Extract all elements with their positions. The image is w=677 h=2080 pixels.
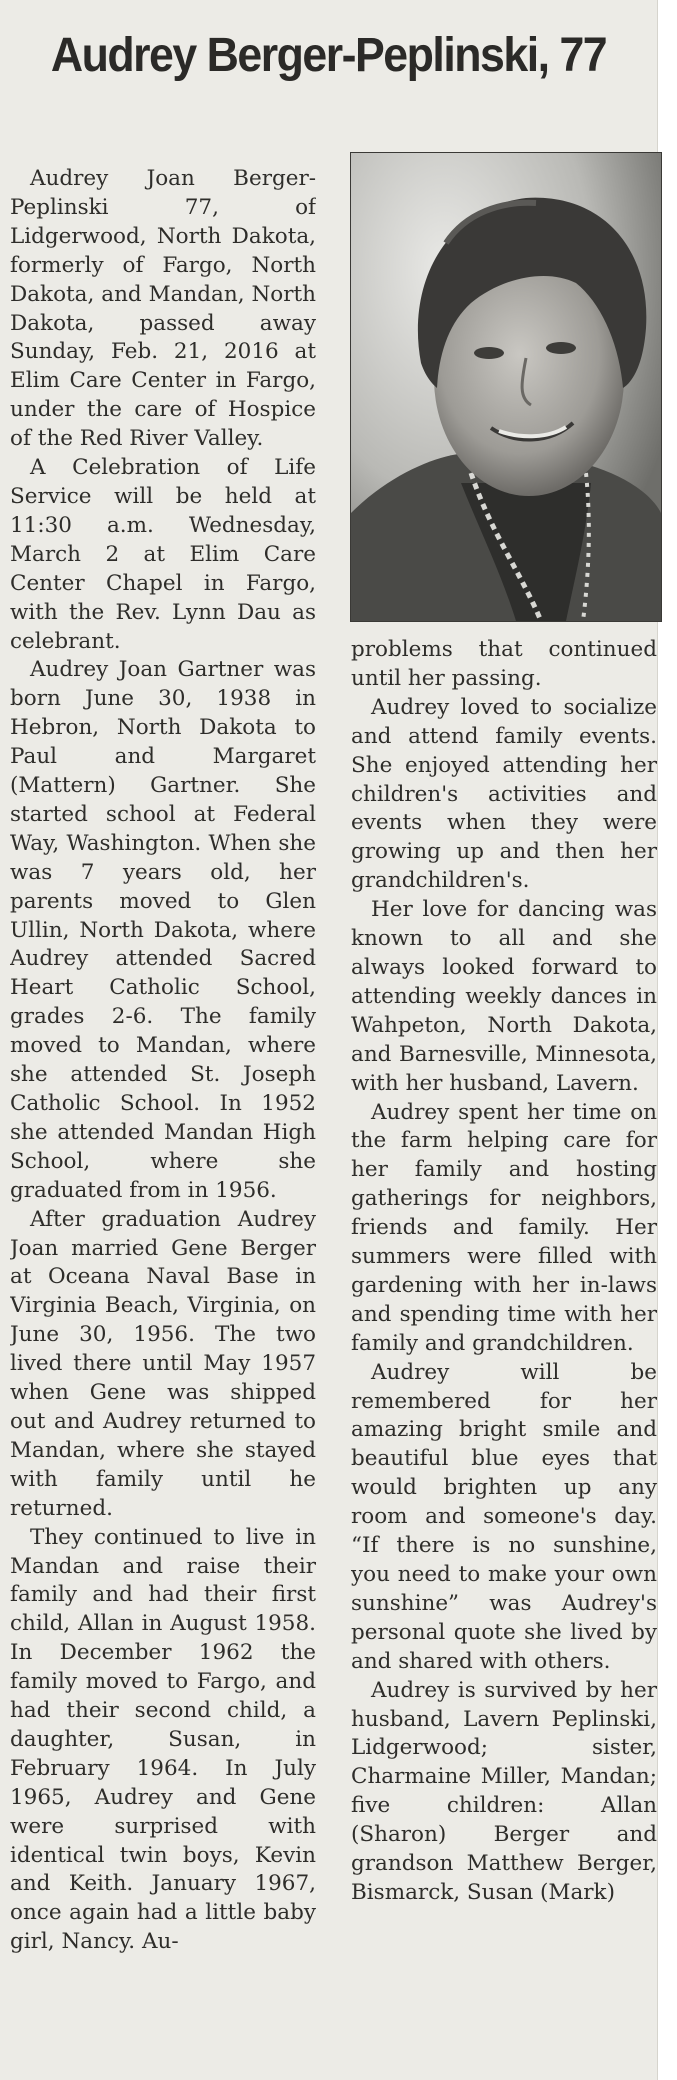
obituary-paragraph: Audrey Joan Gartner was born June 30, 1938 in Hebron, North Dakota to Paul and Margaret (Mattern) Gartner. She started school at Federal Way, Washington. When she was 7 years old, her parents moved to Glen Ullin, North Dakota, where Audrey attended Sacred Heart Catholic School, grades 2-6. The family moved to Mandan, where she attended St. Joseph Catholic School. In 1952 she attended Mandan High School, where she graduated from in 1956. xyxy=(10,657,316,1203)
obituary-paragraph: problems that continued until her passing. xyxy=(351,637,657,691)
portrait-image xyxy=(351,153,661,621)
obituary-paragraph: Audrey will be remembered for her amazing bright smile and beautiful blue eyes that would brighten up any room and someone's day. “If there is no sunshine, you need to make your own sunshine” was Audrey's personal quote she lived by and shared with others. xyxy=(351,1359,657,1674)
obituary-paragraph: Her love for dancing was known to all and she always looked forward to attending weekly dances in Wahpeton, North Dakota, and Barnesville, Minnesota, with her husband, Lavern. xyxy=(351,897,657,1096)
right-text-column xyxy=(351,636,657,2070)
obituary-paragraph: After graduation Audrey Joan married Gene Berger at Oceana Naval Base in Virginia Beach, Virginia, on June 30, 1956. The two lived there until May 1957 when Gene was shipped out and Audrey returned to Mandan, where she stayed with family until he returned. xyxy=(10,1206,316,1521)
obituary-paragraph: Audrey spent her time on the farm helping care for her family and hosting gatherings for neighbors, friends and family. Her summers were filled with gardening with her in-laws and spending time with her family and grandchildren. xyxy=(351,1099,657,1356)
obituary-headline: Audrey Berger-Peplinski, 77 xyxy=(50,29,607,82)
obituary-paragraph: Audrey Joan Berger-Peplinski 77, of Lidgerwood, North Dakota, formerly of Fargo, North Dakota, and Mandan, North Dakota, passed away Sunday, Feb. 21, 2016 at Elim Care Center in Fargo, under the care of Hospice of the Red River Valley. xyxy=(10,166,316,452)
obituary-paragraph: Audrey loved to socialize and attend family events. She enjoyed attending her children's activities and events when they were growing up and then her grandchildren's. xyxy=(351,694,657,894)
portrait-photo xyxy=(350,152,662,622)
left-text-column xyxy=(10,165,316,2070)
obituary-paragraph: They continued to live in Mandan and raise their family and had their first child, Allan in August 1958. In December 1962 the family moved to Fargo, and had their second child, a daughter, Susan, in February 1964. In July 1965, Audrey and Gene were surprised with identical twin boys, Kevin and Keith. January 1967, once again had a little baby girl, Nancy. Au- xyxy=(10,1524,316,1955)
obituary-paragraph: A Celebration of Life Service will be held at 11:30 a.m. Wednesday, March 2 at Elim Care Center Chapel in Fargo, with the Rev. Lynn Dau as celebrant. xyxy=(10,455,316,654)
obituary-paragraph: Audrey is survived by her husband, Lavern Peplinski, Lidgerwood; sister, Charmaine Miller, Mandan; five children: Allan (Sharon) Berger and grandson Matthew Berger, Bismarck, Susan (Mark) xyxy=(351,1677,657,1905)
